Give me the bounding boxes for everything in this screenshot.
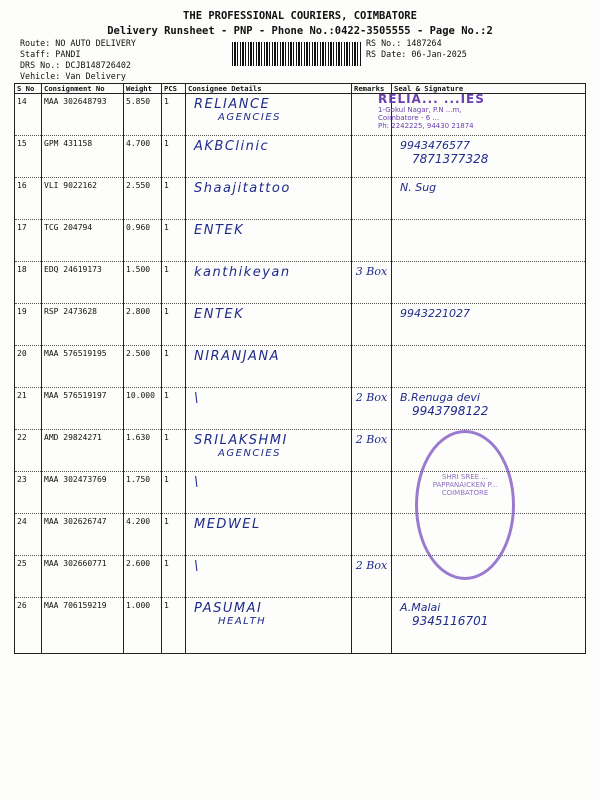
pcs-cell: 1	[162, 472, 186, 514]
signature-handwriting: A.Malai	[400, 601, 441, 614]
consignee-handwriting: \	[194, 391, 200, 406]
remarks-cell	[352, 346, 392, 388]
signature-handwriting	[394, 265, 400, 278]
col-header: Weight	[124, 84, 162, 94]
consignee-handwriting: \	[194, 475, 200, 490]
table-row	[15, 388, 586, 430]
pcs-cell: 1	[162, 430, 186, 472]
rs-no-text: RS No.: 1487264	[366, 38, 442, 48]
sno-cell: 19	[15, 304, 42, 346]
consignee-handwriting: NIRANJANA	[194, 349, 281, 364]
weight-cell: 4.200	[124, 514, 162, 556]
consignment-cell: MAA 576519195	[42, 346, 124, 388]
remarks-cell: 2 Box	[352, 430, 392, 472]
pcs-cell: 1	[162, 556, 186, 598]
stamp-name: RELIA... ...IES	[378, 92, 485, 106]
pcs-cell: 1	[162, 514, 186, 556]
consignee-cell	[186, 346, 352, 388]
runsheet-table	[14, 83, 586, 654]
remarks-cell	[352, 220, 392, 262]
consignee-cell	[186, 472, 352, 514]
sno-cell: 26	[15, 598, 42, 654]
col-header: Remarks	[352, 84, 392, 94]
remarks-cell	[352, 598, 392, 654]
pcs-cell: 1	[162, 136, 186, 178]
consignee-cell	[186, 598, 352, 654]
table-row	[15, 346, 586, 388]
signature-cell	[392, 388, 586, 430]
rs-date-text: RS Date: 06-Jan-2025	[366, 49, 467, 59]
remarks-cell: 2 Box	[352, 556, 392, 598]
consignment-cell: EDQ 24619173	[42, 262, 124, 304]
consignment-cell: MAA 302660771	[42, 556, 124, 598]
weight-cell: 5.850	[124, 94, 162, 136]
consignee-handwriting: ENTEK	[194, 307, 245, 322]
signature-handwriting	[394, 349, 400, 362]
sno-cell: 16	[15, 178, 42, 220]
col-header: PCS	[162, 84, 186, 94]
consignment-cell: VLI 9022162	[42, 178, 124, 220]
weight-cell: 10.000	[124, 388, 162, 430]
consignee-handwriting-line2: HEALTH	[218, 616, 267, 627]
consignment-cell: MAA 576519197	[42, 388, 124, 430]
drs-text: DRS No.: DCJB148726402	[20, 60, 131, 70]
signature-cell	[392, 304, 586, 346]
consignment-cell: MAA 706159219	[42, 598, 124, 654]
col-header: S No	[15, 84, 42, 94]
company-title: THE PROFESSIONAL COURIERS, COIMBATORE	[183, 10, 417, 22]
weight-cell: 2.600	[124, 556, 162, 598]
sno-cell: 15	[15, 136, 42, 178]
consignee-handwriting: AKBClinic	[194, 139, 270, 154]
consignment-cell: MAA 302648793	[42, 94, 124, 136]
sno-cell: 17	[15, 220, 42, 262]
signature-cell	[392, 346, 586, 388]
signature-handwriting-line2: 9345116701	[412, 614, 489, 628]
consignee-handwriting: RELIANCE	[194, 97, 271, 112]
stamp-line: SHRI SREE ...	[442, 473, 488, 481]
consignment-cell: MAA 302626747	[42, 514, 124, 556]
sno-cell: 18	[15, 262, 42, 304]
remarks-cell	[352, 514, 392, 556]
consignee-cell	[186, 556, 352, 598]
weight-cell: 1.630	[124, 430, 162, 472]
consignee-cell	[186, 262, 352, 304]
pcs-cell: 1	[162, 388, 186, 430]
consignee-cell	[186, 94, 352, 136]
col-header: Consignment No	[42, 84, 124, 94]
pcs-cell: 1	[162, 304, 186, 346]
sno-cell: 14	[15, 94, 42, 136]
pcs-cell: 1	[162, 178, 186, 220]
weight-cell: 0.960	[124, 220, 162, 262]
runsheet-meta-right	[366, 38, 467, 60]
consignee-cell	[186, 304, 352, 346]
remarks-cell	[352, 178, 392, 220]
stamp-line: 1-Gokul Nagar, P.N ...m,	[378, 106, 462, 114]
stamp-line: Coimbatore - 6 ...	[378, 114, 440, 122]
signature-cell	[392, 220, 586, 262]
consignee-handwriting: MEDWEL	[194, 517, 261, 532]
sno-cell: 23	[15, 472, 42, 514]
pcs-cell: 1	[162, 346, 186, 388]
pcs-cell: 1	[162, 262, 186, 304]
consignee-handwriting: PASUMAI	[194, 601, 263, 616]
signature-handwriting: B.Renuga devi	[400, 391, 480, 404]
pcs-cell: 1	[162, 220, 186, 262]
weight-cell: 1.500	[124, 262, 162, 304]
consignee-handwriting: SRILAKSHMI	[194, 433, 288, 448]
consignment-cell: TCG 204794	[42, 220, 124, 262]
pcs-cell: 1	[162, 94, 186, 136]
signature-handwriting: 9943221027	[400, 307, 470, 320]
staff-text: Staff: PANDI	[20, 49, 81, 59]
signature-handwriting: N. Sug	[400, 181, 437, 194]
signature-handwriting	[394, 223, 400, 236]
barcode	[232, 42, 362, 66]
weight-cell: 1.750	[124, 472, 162, 514]
sno-cell: 25	[15, 556, 42, 598]
consignee-cell	[186, 388, 352, 430]
table-row	[15, 304, 586, 346]
consignment-cell: RSP 2473628	[42, 304, 124, 346]
consignee-handwriting: ENTEK	[194, 223, 245, 238]
seal-stamp	[378, 92, 554, 142]
weight-cell: 2.550	[124, 178, 162, 220]
runsheet-meta-left	[20, 38, 136, 82]
consignee-handwriting-line2: AGENCIES	[218, 112, 281, 123]
table-row	[15, 178, 586, 220]
signature-handwriting-line2: 9943798122	[412, 404, 489, 418]
col-header: Consignee Details	[186, 84, 352, 94]
vehicle-text: Vehicle: Van Delivery	[20, 71, 126, 81]
col-header: Seal & Signature	[392, 84, 586, 94]
weight-cell: 4.700	[124, 136, 162, 178]
consignment-cell: GPM 431158	[42, 136, 124, 178]
stamp-line: COIMBATORE	[441, 489, 489, 497]
consignee-handwriting: \	[194, 559, 200, 574]
signature-cell	[392, 598, 586, 654]
remarks-cell	[352, 304, 392, 346]
consignee-handwriting-line2: AGENCIES	[218, 448, 281, 459]
signature-handwriting	[394, 475, 400, 488]
sno-cell: 21	[15, 388, 42, 430]
table-row	[15, 556, 586, 598]
remarks-cell	[352, 472, 392, 514]
signature-handwriting: 9943476577	[400, 139, 470, 152]
pcs-cell: 1	[162, 598, 186, 654]
consignee-handwriting: Shaajitattoo	[194, 181, 291, 196]
stamp-line: PAPPANAICKEN P...	[432, 481, 498, 489]
table-row	[15, 262, 586, 304]
table-row	[15, 220, 586, 262]
consignee-handwriting: kanthikeyan	[194, 265, 291, 280]
consignee-cell	[186, 136, 352, 178]
weight-cell: 2.500	[124, 346, 162, 388]
weight-cell: 2.800	[124, 304, 162, 346]
signature-handwriting	[394, 433, 400, 446]
remarks-cell: 3 Box	[352, 262, 392, 304]
runsheet-subtitle: Delivery Runsheet - PNP - Phone No.:0422-3505555 - Page No.:2	[107, 25, 493, 37]
signature-handwriting	[394, 517, 400, 530]
signature-handwriting-line2: 7871377328	[412, 152, 489, 166]
table-row	[15, 598, 586, 654]
consignee-cell	[186, 220, 352, 262]
remarks-cell: 2 Box	[352, 388, 392, 430]
consignment-cell: MAA 302473769	[42, 472, 124, 514]
consignee-cell	[186, 514, 352, 556]
consignee-cell	[186, 178, 352, 220]
sno-cell: 22	[15, 430, 42, 472]
signature-cell	[392, 262, 586, 304]
sno-cell: 24	[15, 514, 42, 556]
round-seal-stamp	[415, 430, 515, 580]
consignment-cell: AMD 29824271	[42, 430, 124, 472]
consignee-cell	[186, 430, 352, 472]
signature-cell	[392, 178, 586, 220]
signature-handwriting	[394, 559, 400, 572]
route-text: Route: NO AUTO DELIVERY	[20, 38, 136, 48]
stamp-line: Ph: 2242225, 94430 21874	[378, 122, 474, 130]
weight-cell: 1.000	[124, 598, 162, 654]
sno-cell: 20	[15, 346, 42, 388]
